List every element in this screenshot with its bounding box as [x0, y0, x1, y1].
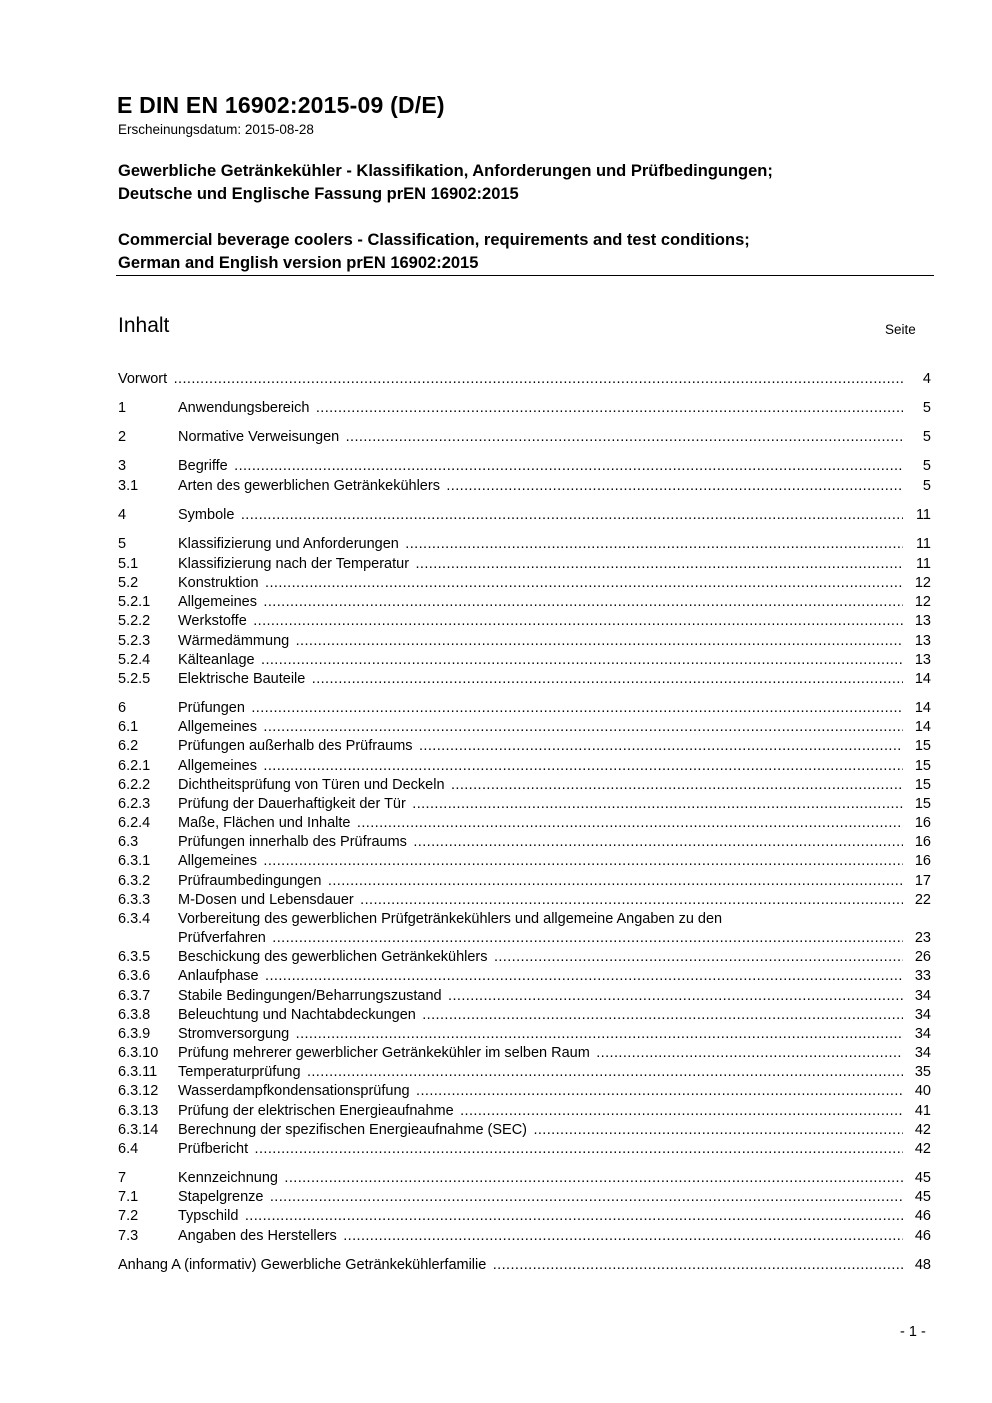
toc-entry-page: 14 [914, 719, 931, 735]
toc-entry[interactable] [118, 1006, 931, 1025]
toc-entry[interactable] [118, 1256, 931, 1275]
toc-entry-number: 6.3.10 [118, 1045, 159, 1061]
toc-entry-title: Allgemeines [178, 853, 257, 869]
toc-entry-page: 4 [922, 371, 931, 387]
toc-entry-number: 3.1 [118, 478, 139, 494]
toc-entry-number: 6.3 [118, 834, 139, 850]
toc-entry-title: Arten des gewerblichen Getränkekühlers [178, 478, 440, 494]
toc-entry-title: Stromversorgung [178, 1026, 290, 1042]
toc-entry[interactable] [118, 457, 931, 476]
toc-entry-number: 5 [118, 536, 127, 552]
toc-entry-title: Symbole [178, 507, 235, 523]
toc-entry-page: 15 [914, 738, 931, 754]
toc-entry-number: 5.2 [118, 575, 139, 591]
toc-entry-title: Elektrische Bauteile [178, 671, 306, 687]
toc-entry-page: 26 [914, 949, 931, 965]
toc-entry-page: 12 [914, 594, 931, 610]
toc-entry-number: 5.2.1 [118, 594, 151, 610]
toc-entry[interactable] [118, 757, 931, 776]
toc-entry[interactable] [118, 1169, 931, 1188]
toc-entry-title: Temperaturprüfung [178, 1064, 301, 1080]
toc-entry-number: 6.3.3 [118, 892, 151, 908]
toc-entry[interactable] [118, 737, 931, 756]
toc-entry-number: 6.2.4 [118, 815, 151, 831]
toc-entry[interactable] [118, 967, 931, 986]
toc-entry-number: 6.1 [118, 719, 139, 735]
toc-entry[interactable] [118, 1140, 931, 1159]
toc-entry-title: Prüfungen außerhalb des Prüfraums [178, 738, 413, 754]
toc-entry-number: 6.3.14 [118, 1122, 159, 1138]
toc-entry-page: 35 [914, 1064, 931, 1080]
toc-entry[interactable] [118, 852, 931, 871]
toc-entry-title: Begriffe [178, 458, 228, 474]
toc-entry-number: 6.2 [118, 738, 139, 754]
toc-entry-page: 5 [922, 429, 931, 445]
toc-entry[interactable] [118, 872, 931, 891]
toc-entry-number: 6.3.1 [118, 853, 151, 869]
toc-entry-page: 15 [914, 796, 931, 812]
toc-entry-page: 45 [914, 1189, 931, 1205]
toc-entry-number: 4 [118, 507, 127, 523]
toc-entry-page: 34 [914, 1026, 931, 1042]
toc-entry-title: Berechnung der spezifischen Energieaufnahme (SEC) [178, 1122, 528, 1138]
toc-entry-page: 17 [914, 873, 931, 889]
page-number: - 1 - [900, 1324, 926, 1340]
toc-entry-title: Angaben des Herstellers [178, 1228, 337, 1244]
toc-entry-title: Typschild [178, 1208, 239, 1224]
title-english-line-2: German and English version prEN 16902:2015 [118, 254, 479, 272]
toc-entry-page: 46 [914, 1208, 931, 1224]
toc-entry[interactable] [118, 593, 931, 612]
toc-entry-page: 34 [914, 1045, 931, 1061]
toc-entry-number: 6.3.2 [118, 873, 151, 889]
toc-entry-page: 5 [922, 400, 931, 416]
toc-entry-number: 2 [118, 429, 127, 445]
toc-entry-title: Normative Verweisungen [178, 429, 340, 445]
toc-entry-title: Wärmedämmung [178, 633, 290, 649]
toc-entry[interactable] [118, 1121, 931, 1140]
toc-entry-number: 6.3.6 [118, 968, 151, 984]
toc-entry[interactable] [118, 1044, 931, 1063]
toc-entry-title: Maße, Flächen und Inhalte [178, 815, 351, 831]
toc-entry-number: 5.2.3 [118, 633, 151, 649]
toc-entry[interactable] [118, 535, 931, 554]
toc-entry[interactable] [118, 814, 931, 833]
toc-entry-title: Kälteanlage [178, 652, 255, 668]
toc-entry-page: 11 [915, 536, 931, 552]
toc-entry-page: 22 [914, 892, 931, 908]
toc-entry-page: 33 [914, 968, 931, 984]
toc-entry[interactable] [118, 987, 931, 1006]
toc-entry-title: M-Dosen und Lebensdauer [178, 892, 354, 908]
toc-entry-title: Dichtheitsprüfung von Türen und Deckeln [178, 777, 445, 793]
toc-entry-number: 6.4 [118, 1141, 139, 1157]
toc-entry-title: Kennzeichnung [178, 1170, 278, 1186]
toc-entry-title: Vorbereitung des gewerblichen Prüfgetränkekühlers und allgemeine Angaben zu den [178, 911, 723, 927]
toc-entry-title: Beschickung des gewerblichen Getränkekühlers [178, 949, 488, 965]
toc-entry-title: Klassifizierung und Anforderungen [178, 536, 399, 552]
toc-entry-number: 6.3.8 [118, 1007, 151, 1023]
toc-entry-page: 48 [914, 1257, 931, 1273]
toc-entry-number: 6.3.12 [118, 1083, 159, 1099]
toc-entry[interactable] [118, 795, 931, 814]
toc-entry-number: 7.1 [118, 1189, 139, 1205]
toc-entry-number: 6.2.2 [118, 777, 151, 793]
toc-entry-number: 7 [118, 1170, 127, 1186]
toc-entry[interactable] [118, 1063, 931, 1082]
toc-entry-number: 5.2.5 [118, 671, 151, 687]
toc-entry[interactable] [118, 1025, 931, 1044]
toc-entry-title: Beleuchtung und Nachtabdeckungen [178, 1007, 416, 1023]
toc-entry-title: Prüfung der elektrischen Energieaufnahme [178, 1103, 454, 1119]
toc-entry-page: 15 [914, 777, 931, 793]
toc-entry-page: 12 [914, 575, 931, 591]
document-id: E DIN EN 16902:2015-09 (D/E) [117, 92, 445, 118]
toc-entry[interactable] [118, 718, 931, 737]
toc-entry-number: 6.3.4 [118, 911, 151, 927]
toc-entry[interactable] [118, 910, 931, 929]
toc-entry-title: Prüfbericht [178, 1141, 249, 1157]
title-german-line-1: Gewerbliche Getränkekühler - Klassifikation, Anforderungen und Prüfbedingungen; [118, 162, 773, 180]
toc-entry-page: 16 [914, 834, 931, 850]
toc-entry[interactable] [118, 833, 931, 852]
toc-entry[interactable] [118, 506, 931, 525]
toc-entry-number: 1 [118, 400, 127, 416]
toc-entry-title: Stabile Bedingungen/Beharrungszustand [178, 988, 442, 1004]
toc-entry-number: 6.3.13 [118, 1103, 159, 1119]
toc-entry[interactable] [118, 370, 931, 389]
toc-entry-page: 34 [914, 1007, 931, 1023]
toc-entry-title: Vorwort [118, 371, 168, 387]
toc-entry-page: 5 [922, 458, 931, 474]
toc-entry-number: 6.2.3 [118, 796, 151, 812]
publication-date: Erscheinungsdatum: 2015-08-28 [118, 122, 314, 137]
toc-entry-number: 6.3.9 [118, 1026, 151, 1042]
toc-entry-number: 7.2 [118, 1208, 139, 1224]
toc-entry-title: Anwendungsbereich [178, 400, 310, 416]
toc-entry-number: 6.3.7 [118, 988, 151, 1004]
toc-entry-title: Prüfungen innerhalb des Prüfraums [178, 834, 407, 850]
toc-entry[interactable] [118, 574, 931, 593]
toc-entry-number: 5.2.4 [118, 652, 151, 668]
toc-entry[interactable] [118, 428, 931, 447]
toc-entry[interactable] [118, 929, 931, 948]
toc-entry-title: Prüfverfahren [178, 930, 266, 946]
toc-heading: Inhalt [118, 314, 170, 337]
toc-entry-title: Anlaufphase [178, 968, 259, 984]
toc-entry-page: 40 [914, 1083, 931, 1099]
toc-entry-number: 5.2.2 [118, 613, 151, 629]
toc-entry[interactable] [118, 632, 931, 651]
toc-entry[interactable] [118, 1207, 931, 1226]
toc-entry[interactable] [118, 699, 931, 718]
toc-entry-page: 11 [915, 507, 931, 523]
toc-entry[interactable] [118, 555, 931, 574]
toc-entry-page: 45 [914, 1170, 931, 1186]
toc-entry[interactable] [118, 1227, 931, 1246]
toc-entry-page: 11 [915, 556, 931, 572]
toc-entry-title: Konstruktion [178, 575, 259, 591]
toc-entry-page: 16 [914, 815, 931, 831]
toc-entry-title: Allgemeines [178, 719, 257, 735]
toc-entry-title: Allgemeines [178, 594, 257, 610]
toc-entry-title: Anhang A (informativ) Gewerbliche Getränkekühlerfamilie [118, 1257, 487, 1273]
toc-entry[interactable] [118, 612, 931, 631]
toc-entry-number: 6.2.1 [118, 758, 151, 774]
toc-entry-page: 23 [914, 930, 931, 946]
toc-entry-page: 34 [914, 988, 931, 1004]
title-english-line-1: Commercial beverage coolers - Classification, requirements and test conditions; [118, 231, 750, 249]
toc-entry[interactable] [118, 891, 931, 910]
toc-entry-number: 6 [118, 700, 127, 716]
toc-entry-page: 14 [914, 700, 931, 716]
toc-entry-title: Stapelgrenze [178, 1189, 264, 1205]
toc-entry-page: 46 [914, 1228, 931, 1244]
toc-entry[interactable] [118, 670, 931, 689]
toc-entry-page: 14 [914, 671, 931, 687]
toc-entry-number: 6.3.11 [118, 1064, 158, 1080]
title-german-line-2: Deutsche und Englische Fassung prEN 16902:2015 [118, 185, 519, 203]
toc-entry-page: 13 [914, 633, 931, 649]
toc-entry-page: 16 [914, 853, 931, 869]
toc-entry-title: Prüfungen [178, 700, 245, 716]
toc-entry-number: 5.1 [118, 556, 139, 572]
toc-entry-title: Prüfung mehrerer gewerblicher Getränkekühler im selben Raum [178, 1045, 590, 1061]
toc-entry-page: 5 [922, 478, 931, 494]
toc-entry-number: 3 [118, 458, 127, 474]
toc-entry-title: Prüfung der Dauerhaftigkeit der Tür [178, 796, 406, 812]
toc-entry-title: Werkstoffe [178, 613, 247, 629]
toc-entry[interactable] [118, 399, 931, 418]
toc-entry[interactable] [118, 1188, 931, 1207]
toc-entry[interactable] [118, 1102, 931, 1121]
toc-entry-number: 6.3.5 [118, 949, 151, 965]
toc-entry-page: 13 [914, 652, 931, 668]
toc-entry-page: 42 [914, 1122, 931, 1138]
toc-entry-title: Allgemeines [178, 758, 257, 774]
toc-entry-title: Wasserdampfkondensationsprüfung [178, 1083, 410, 1099]
toc-page-column-label: Seite [885, 322, 916, 337]
toc-entry-page: 13 [914, 613, 931, 629]
toc-entry-page: 42 [914, 1141, 931, 1157]
toc-entry[interactable] [118, 651, 931, 670]
toc-entry[interactable] [118, 776, 931, 795]
toc-entry-title: Prüfraumbedingungen [178, 873, 322, 889]
toc-entry[interactable] [118, 948, 931, 967]
toc-entry-page: 41 [914, 1103, 931, 1119]
toc-entry[interactable] [118, 477, 931, 496]
toc-entry-title: Klassifizierung nach der Temperatur [178, 556, 410, 572]
toc-entry-number: 7.3 [118, 1228, 139, 1244]
toc-entry[interactable] [118, 1082, 931, 1101]
toc-entry-page: 15 [914, 758, 931, 774]
